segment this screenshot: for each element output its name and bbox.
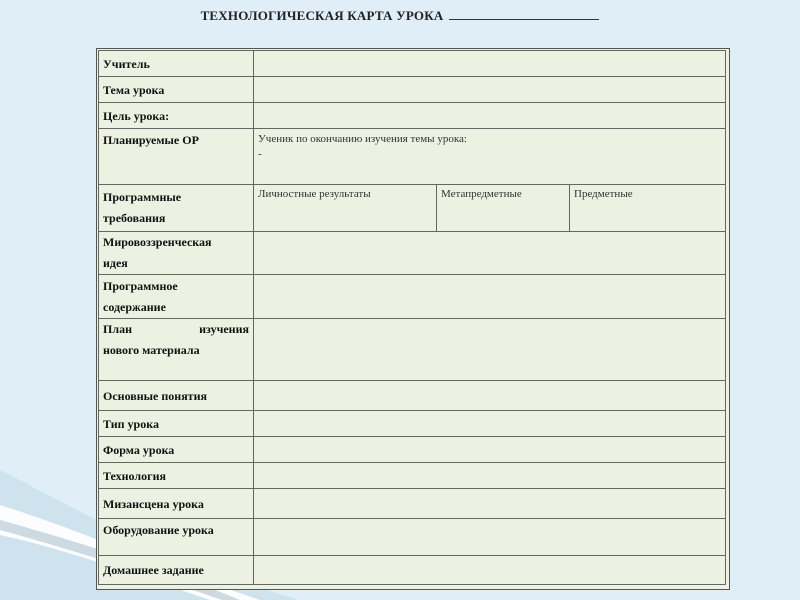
- table-row: [99, 463, 726, 489]
- table-row: [99, 51, 726, 77]
- table-row: [99, 489, 726, 519]
- mise-en-scene-label: Мизансцена урока: [99, 489, 254, 519]
- goal-label: Цель урока:: [99, 103, 254, 129]
- homework-field[interactable]: [254, 556, 726, 585]
- worldview-label: Мировоззренческая идея: [99, 232, 254, 275]
- personal-results-cell[interactable]: Личностные результаты: [258, 188, 371, 200]
- planned-text: Ученик по окончанию изучения темы урока:: [258, 133, 467, 145]
- table-row: [99, 232, 726, 275]
- mise-en-scene-field[interactable]: [254, 489, 726, 519]
- table-row: [99, 556, 726, 585]
- table-row: [99, 103, 726, 129]
- table-row: [99, 437, 726, 463]
- table-row: [99, 411, 726, 437]
- content-label: Программное содержание: [99, 275, 254, 319]
- lesson-type-label: Тип урока: [99, 411, 254, 437]
- technology-field[interactable]: [254, 463, 726, 489]
- meta-results-cell[interactable]: Метапредметные: [437, 185, 570, 231]
- planned-label: Планируемые ОР: [99, 129, 254, 185]
- planned-field[interactable]: [254, 129, 726, 185]
- homework-label: Домашнее задание: [99, 556, 254, 585]
- program-req-label: Программные требования: [99, 185, 254, 232]
- worldview-field[interactable]: [254, 232, 726, 275]
- teacher-label: Учитель: [99, 51, 254, 77]
- concepts-label: Основные понятия: [99, 381, 254, 411]
- program-req-field: [254, 185, 726, 232]
- requirements-subtable: [254, 185, 725, 231]
- lesson-map-table: [98, 50, 726, 585]
- table-row: [99, 185, 726, 232]
- goal-field[interactable]: [254, 103, 726, 129]
- table-row: [99, 129, 726, 185]
- lesson-form-label: Форма урока: [99, 437, 254, 463]
- technology-label: Технология: [99, 463, 254, 489]
- lesson-form-field[interactable]: [254, 437, 726, 463]
- equipment-label: Оборудование урока: [99, 519, 254, 556]
- topic-label: Тема урока: [99, 77, 254, 103]
- plan-field[interactable]: [254, 319, 726, 381]
- equipment-field[interactable]: [254, 519, 726, 556]
- table-row: [99, 77, 726, 103]
- topic-field[interactable]: [254, 77, 726, 103]
- concepts-field[interactable]: [254, 381, 726, 411]
- table-row: [99, 275, 726, 319]
- planned-dash: -: [258, 148, 262, 160]
- lesson-type-field[interactable]: [254, 411, 726, 437]
- page-title: ТЕХНОЛОГИЧЕСКАЯ КАРТА УРОКА: [0, 8, 800, 24]
- teacher-field[interactable]: [254, 51, 726, 77]
- plan-label: План изучения нового материала: [99, 319, 254, 381]
- table-row: [99, 319, 726, 381]
- subject-results-cell[interactable]: Предметные: [570, 185, 726, 231]
- title-blank-line: [449, 8, 599, 20]
- table-row: [99, 519, 726, 556]
- table-row: [99, 381, 726, 411]
- content-field[interactable]: [254, 275, 726, 319]
